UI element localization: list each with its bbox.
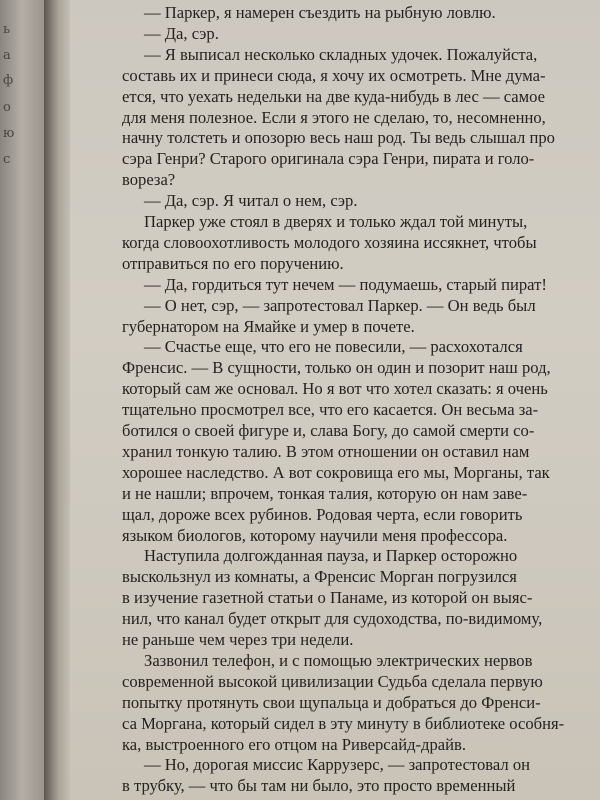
text-line: нил, что канал будет открыт для судоходства, по-видимому,: [122, 609, 543, 629]
text-line: — Но, дорогая миссис Каррузерс, — запротестовал он: [144, 755, 531, 775]
left-page-letter: ь: [3, 22, 11, 37]
text-line: современной высокой цивилизации Судьба сделала первую: [122, 671, 543, 691]
text-line: хранил тонкую талию. В этом отношении он оставил нам: [122, 441, 530, 461]
text-line: который сам же основал. Но я вот что хотел сказать: я очень: [122, 379, 548, 399]
text-line: и не нашли; впрочем, тонкая талия, которую он нам заве-: [122, 483, 528, 503]
left-page-letter: о: [3, 100, 11, 115]
text-line: в трубку, — что бы там ни было, это просто временный: [122, 776, 516, 796]
text-line: не раньше чем через три недели.: [122, 630, 354, 649]
text-line: выскользнул из комнаты, а Френсис Морган погрузился: [122, 567, 517, 587]
left-page-letter: с: [3, 152, 11, 167]
text-line: са Моргана, который сидел в эту минуту в библиотеке особня-: [122, 713, 565, 733]
text-line: начну толстеть и опозорю весь наш род. Ты ведь слышал про: [122, 128, 555, 148]
text-line: ворезa?: [122, 170, 176, 190]
text-line: сэра Генри? Старого оригинала сэра Генри, пирата и голо-: [122, 149, 535, 169]
text-line: для меня полезное. Если я этого не сделаю, то, несомненно,: [122, 107, 546, 127]
text-line: ется, что уехать недельки на две куда-нибудь в лес — самое: [122, 86, 545, 106]
left-page-letter: ю: [3, 126, 15, 141]
text-line: губернатором на Ямайке и умер в почете.: [122, 316, 415, 336]
text-line: в изучение газетной статьи о Панаме, из которой он выяс-: [122, 588, 533, 608]
text-line: ботился о своей фигуре и, слава Богу, до самой смерти со-: [122, 421, 535, 440]
left-page-edge: [0, 0, 44, 800]
text-line: — Да, гордиться тут нечем — подумаешь, старый пират!: [144, 274, 547, 294]
text-line: Зазвонил телефон, и с помощью электрических нервов: [144, 650, 533, 670]
text-line: — Счастье еще, что его не повесили, — расхохотался: [144, 337, 523, 357]
text-line: щал, дороже всех рубинов. Родовая черта, если говорить: [122, 504, 523, 524]
text-line: Паркер уже стоял в дверях и только ждал той минуты,: [144, 212, 528, 231]
text-line: — Да, сэр. Я читал о нем, сэр.: [144, 191, 358, 211]
text-line: Наступила долгожданная пауза, и Паркер осторожно: [144, 546, 518, 566]
text-line: Френсис. — В сущности, только он один и позорит наш род,: [122, 358, 551, 378]
left-page-letter: ф: [3, 73, 14, 88]
text-line: — О нет, сэр, — запротестовал Паркер. — Он ведь был: [144, 295, 536, 315]
text-line: попытку протянуть свои щупальца и добраться до Френси-: [122, 692, 541, 712]
text-line: составь их и принеси сюда, я хочу их осмотреть. Мне дума-: [122, 65, 546, 85]
text-line: языком биологов, которому научили меня профессора.: [122, 525, 508, 545]
text-line: отправиться по его поручению.: [122, 253, 344, 273]
left-page-letter: а: [3, 48, 11, 63]
book-page: [70, 0, 600, 800]
text-line: — Паркер, я намерен съездить на рыбную ловлю.: [144, 3, 496, 22]
text-line: тщательно просмотрел все, что его касается. Он весьма за-: [122, 400, 539, 420]
text-line: хорошее наследство. А вот сокровища его мы, Морганы, так: [122, 462, 550, 482]
text-line: ка, выстроенного его отцом на Риверсайд-драйв.: [122, 734, 467, 754]
text-line: — Я выписал несколько складных удочек. Пожалуйста,: [144, 44, 538, 64]
text-line: когда словоохотливость молодого хозяина иссякнет, чтобы: [122, 232, 537, 252]
book-gutter: [44, 0, 70, 800]
text-line: — Да, сэр.: [144, 23, 219, 43]
